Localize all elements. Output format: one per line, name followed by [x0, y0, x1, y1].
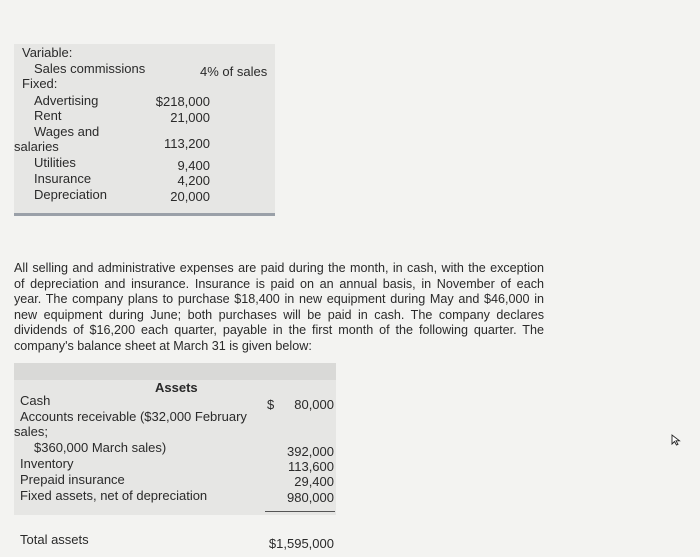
utilities-value: 9,400: [177, 158, 210, 173]
wages-label-line1: Wages and: [34, 124, 100, 139]
cash-label: Cash: [20, 393, 51, 408]
sales-commissions-label: Sales commissions: [34, 61, 146, 76]
inventory-label: Inventory: [20, 456, 74, 471]
policy-paragraph: All selling and administrative expenses are paid during the month, in cash, with the exception of depreciation and insurance. Insurance is paid on an annual basis, in November of each year. The company plans to purchase $18,400 in new equipment during May and $46,000 in new equipment during June; both purchases will be paid in cash. The company declares dividends of $16,200 each quarter, payable in the first month of the following quarter. The company's balance sheet at March 31 is given below:: [14, 261, 544, 353]
prepaid-insurance-value: 29,400: [294, 474, 334, 489]
insurance-value: 4,200: [177, 173, 210, 188]
sales-commissions-value: 4% of sales: [200, 64, 268, 79]
utilities-label: Utilities: [34, 155, 76, 170]
insurance-label: Insurance: [34, 171, 92, 186]
balance-sheet-header-band: [14, 363, 336, 380]
accounts-receivable-label-line1: Accounts receivable ($32,000 February: [20, 409, 247, 424]
subtotal-rule: [265, 511, 335, 512]
mouse-cursor-icon: [671, 433, 681, 451]
fixed-header: Fixed:: [22, 76, 58, 91]
cash-value: 80,000: [294, 397, 334, 412]
inventory-value: 113,600: [287, 459, 334, 474]
rent-value: 21,000: [170, 110, 210, 125]
prepaid-insurance-label: Prepaid insurance: [20, 472, 125, 487]
advertising-label: Advertising: [34, 93, 99, 108]
accounts-receivable-label-line3: $360,000 March sales): [34, 440, 167, 455]
expense-table-bottom-rule: [14, 213, 275, 216]
wages-label-line2: salaries: [14, 139, 59, 154]
accounts-receivable-label-line2: sales;: [14, 424, 48, 439]
variable-header: Variable:: [22, 45, 73, 60]
advertising-value: $218,000: [155, 94, 210, 109]
total-assets-value: $1,595,000: [268, 536, 334, 551]
wages-value: 113,200: [163, 136, 210, 151]
fixed-assets-label: Fixed assets, net of depreciation: [20, 488, 208, 503]
cash-dollar-sign: $: [267, 397, 275, 412]
accounts-receivable-value: 392,000: [287, 444, 334, 459]
depreciation-label: Depreciation: [34, 187, 107, 202]
depreciation-value: 20,000: [170, 189, 210, 204]
total-assets-label: Total assets: [20, 532, 89, 547]
assets-header: Assets: [155, 380, 198, 395]
rent-label: Rent: [34, 108, 62, 123]
fixed-assets-value: 980,000: [287, 490, 334, 505]
